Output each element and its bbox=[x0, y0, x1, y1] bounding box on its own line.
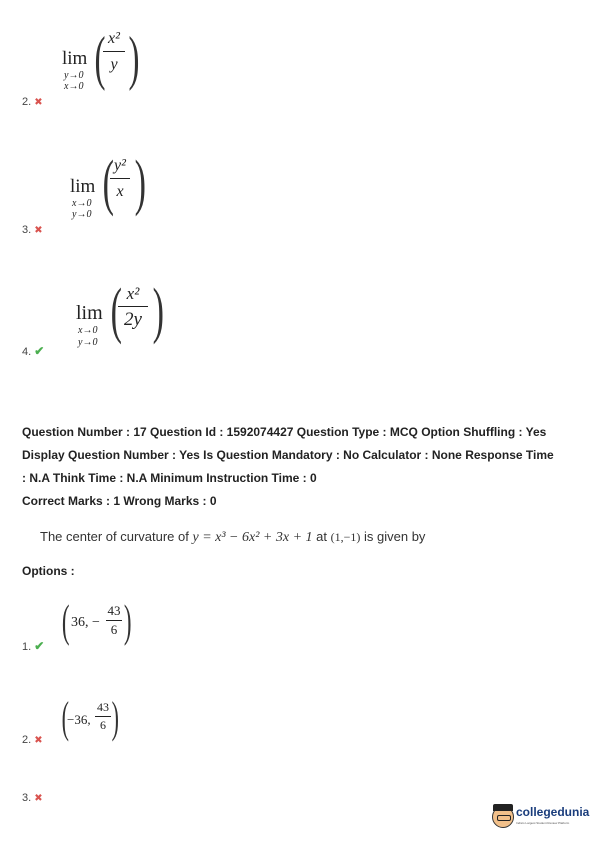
brand-name: collegedunia bbox=[516, 805, 590, 819]
option-number: 2. ✖ bbox=[22, 96, 43, 108]
right-paren: ) bbox=[128, 25, 140, 91]
brand-tagline: India's Largest Student Review Platform bbox=[516, 821, 570, 825]
option-left: −36, bbox=[67, 712, 91, 727]
check-icon: ✔ bbox=[34, 639, 45, 653]
fraction bbox=[103, 30, 125, 74]
lim-word: lim bbox=[76, 302, 103, 324]
lim-subscript: x→0 bbox=[64, 81, 84, 92]
meta-line: Question Number : 17 Question Id : 1592074427 Question Type : MCQ Option Shuffling : Yes bbox=[22, 425, 547, 439]
option-number: 3. ✖ bbox=[22, 224, 43, 236]
check-icon: ✔ bbox=[34, 344, 45, 358]
right-paren: ) bbox=[134, 149, 147, 217]
left-paren: ( bbox=[94, 25, 106, 91]
fraction bbox=[95, 700, 111, 733]
question-suffix: is given by bbox=[364, 529, 426, 544]
left-paren: ( bbox=[110, 277, 123, 345]
option-left: 36, − bbox=[71, 615, 100, 630]
numerator: y² bbox=[114, 157, 126, 174]
fraction bbox=[110, 157, 130, 201]
lim-subscript: y→0 bbox=[72, 209, 92, 220]
lim-word: lim bbox=[70, 176, 96, 197]
left-paren: ( bbox=[61, 595, 70, 646]
left-paren: ( bbox=[61, 693, 69, 742]
cross-icon: ✖ bbox=[34, 793, 43, 804]
lim-subscript: y→0 bbox=[78, 337, 98, 348]
question-prefix: The center of curvature of bbox=[40, 529, 189, 544]
question-mid: at bbox=[316, 529, 327, 544]
numerator: x² bbox=[126, 284, 140, 303]
lim-subscript: y→0 bbox=[64, 70, 84, 81]
numerator: 43 bbox=[97, 700, 109, 714]
right-paren: ) bbox=[111, 693, 119, 742]
fraction-bar bbox=[118, 306, 148, 307]
cross-icon: ✖ bbox=[34, 225, 43, 236]
fraction bbox=[118, 284, 148, 331]
question-text bbox=[40, 529, 425, 546]
lim-subscript: x→0 bbox=[72, 198, 92, 209]
cross-icon: ✖ bbox=[34, 97, 43, 108]
lim-word: lim bbox=[62, 48, 88, 69]
option-number: 4. ✔ bbox=[22, 344, 45, 358]
denominator: x bbox=[116, 183, 124, 200]
right-paren: ) bbox=[123, 595, 132, 646]
fraction-bar bbox=[110, 178, 130, 179]
student-mascot-icon bbox=[492, 806, 514, 828]
option-number: 2. ✖ bbox=[22, 734, 43, 746]
denominator: y bbox=[110, 56, 118, 73]
question-equation: y = x³ − 6x² + 3x + 1 bbox=[192, 530, 313, 545]
right-paren: ) bbox=[152, 277, 165, 345]
left-paren: ( bbox=[102, 149, 115, 217]
option-number: 1. ✔ bbox=[22, 639, 45, 653]
fraction-bar bbox=[95, 716, 111, 717]
numerator: x² bbox=[108, 30, 120, 47]
denominator: 6 bbox=[100, 718, 106, 732]
fraction-bar bbox=[106, 620, 122, 621]
question-meta bbox=[22, 421, 582, 513]
meta-line: Display Question Number : Yes Is Question Mandatory : No Calculator : None Response Time bbox=[22, 448, 554, 462]
denominator: 2y bbox=[124, 309, 142, 330]
lim-subscript: x→0 bbox=[78, 325, 98, 336]
question-point: (1,−1) bbox=[330, 530, 361, 544]
fraction-bar bbox=[103, 51, 125, 52]
numerator: 43 bbox=[107, 603, 121, 618]
fraction bbox=[106, 603, 122, 638]
marks-line: Correct Marks : 1 Wrong Marks : 0 bbox=[22, 494, 217, 508]
cross-icon: ✖ bbox=[34, 735, 43, 746]
meta-line: : N.A Think Time : N.A Minimum Instruction Time : 0 bbox=[22, 471, 317, 485]
option-3: 3. ✖ bbox=[22, 792, 43, 804]
options-label: Options : bbox=[22, 564, 75, 578]
denominator: 6 bbox=[110, 622, 118, 637]
